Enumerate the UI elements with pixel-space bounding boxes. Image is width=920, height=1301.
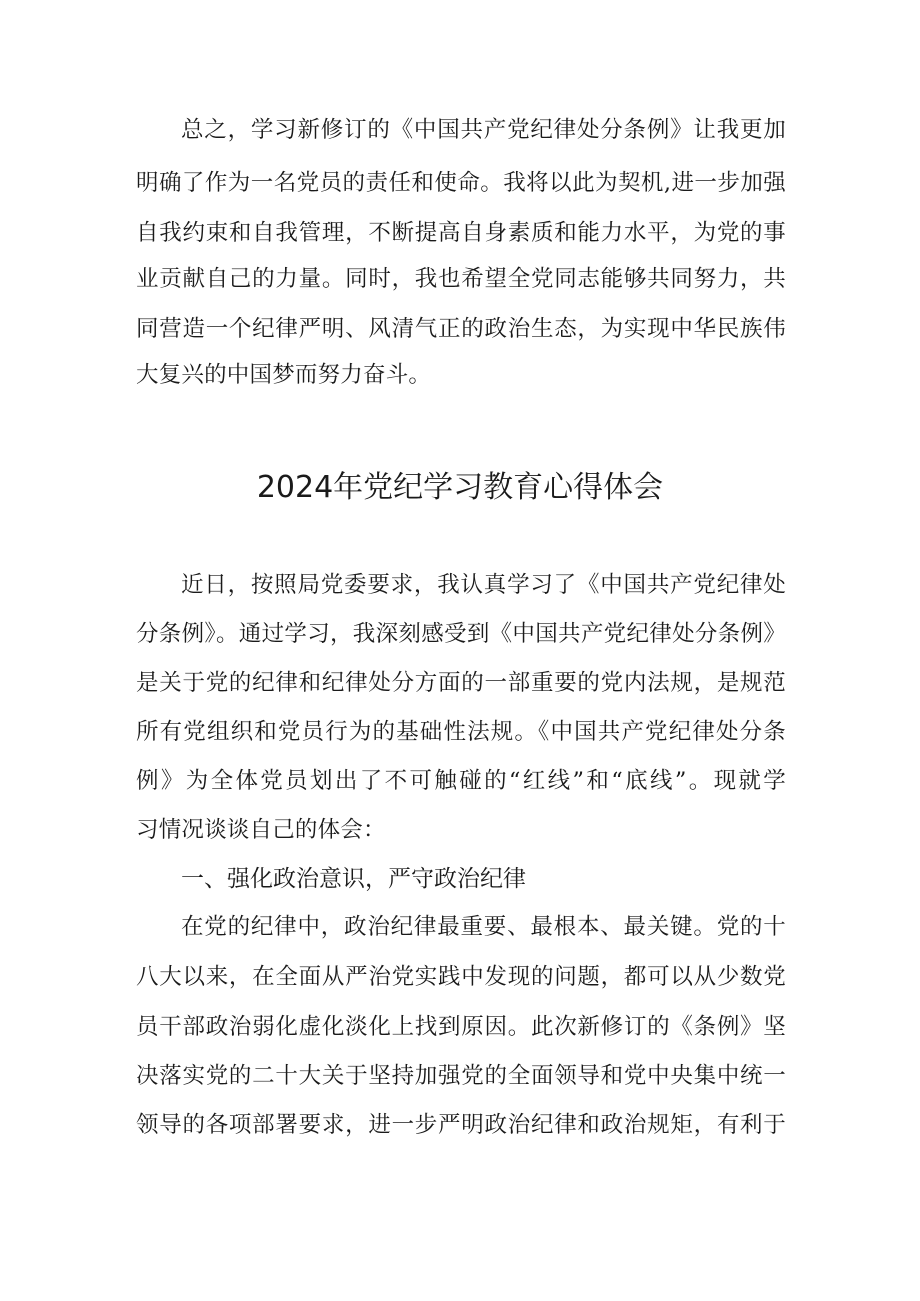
- paragraph-line: 近日，按照局党委要求，我认真学习了《中国共产党纪律处: [181, 572, 786, 598]
- paragraph-line: 明确了作为一名党员的责任和使命。我将以此为契机,进一步加强: [136, 170, 786, 196]
- paragraph-line: 八大以来，在全面从严治党实践中发现的问题，都可以从少数党: [136, 964, 786, 990]
- paragraph-line: 领导的各项部署要求，进一步严明政治纪律和政治规矩，有利于: [136, 1112, 786, 1138]
- paragraph-line: 决落实党的二十大关于坚持加强党的全面领导和党中央集中统一: [136, 1063, 786, 1089]
- paragraph-line: 是关于党的纪律和纪律处分方面的一部重要的党内法规，是规范: [136, 670, 786, 696]
- section-heading: 一、强化政治意识，严守政治纪律: [181, 866, 526, 892]
- paragraph-line: 员干部政治弱化虚化淡化上找到原因。此次新修订的《条例》坚: [136, 1014, 786, 1040]
- paragraph-line: 同营造一个纪律严明、风清气正的政治生态，为实现中华民族伟: [136, 316, 786, 342]
- paragraph-line: 自我约束和自我管理，不断提高自身素质和能力水平，为党的事: [136, 220, 786, 246]
- paragraph-line: 业贡献自己的力量。同时，我也希望全党同志能够共同努力，共: [136, 266, 786, 292]
- paragraph-line: 大复兴的中国梦而努力奋斗。: [136, 362, 432, 388]
- paragraph-line: 分条例》。通过学习，我深刻感受到《中国共产党纪律处分条例》: [136, 621, 786, 647]
- paragraph-line: 在党的纪律中，政治纪律最重要、最根本、最关键。党的十: [181, 914, 786, 940]
- page-title: 2024年党纪学习教育心得体会: [256, 470, 664, 505]
- paragraph-line: 所有党组织和党员行为的基础性法规。《中国共产党纪律处分条: [136, 719, 786, 745]
- paragraph-line: 总之，学习新修订的《中国共产党纪律处分条例》让我更加: [181, 117, 786, 143]
- paragraph-line: 习情况谈谈自己的体会：: [136, 817, 386, 843]
- paragraph-line: 例》为全体党员划出了不可触碰的“红线”和“底线”。现就学: [136, 768, 786, 794]
